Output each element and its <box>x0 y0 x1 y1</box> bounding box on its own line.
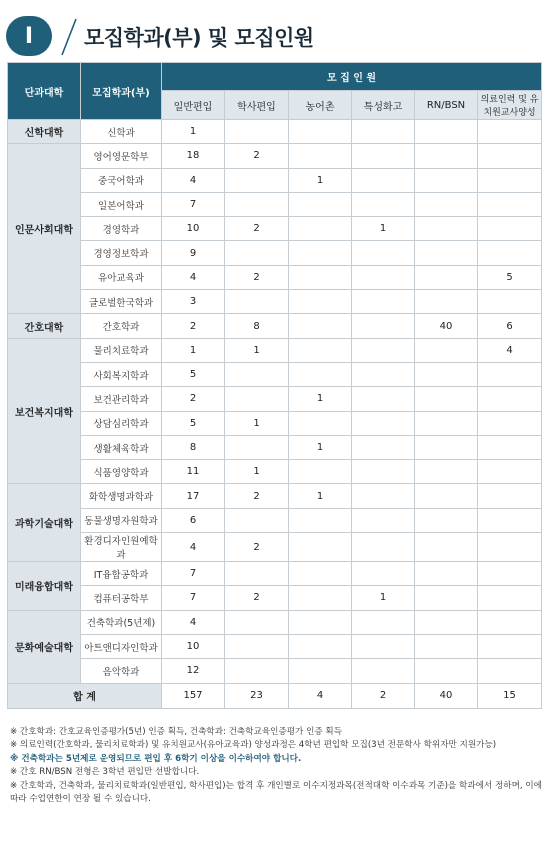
count-cell <box>225 610 289 634</box>
dept-cell: 생활체육학과 <box>81 435 162 459</box>
count-cell <box>225 659 289 683</box>
count-cell <box>352 314 415 338</box>
count-cell <box>352 411 415 435</box>
note-line: ※ 간호 RN/BSN 전형은 3학년 편입만 선발합니다. <box>10 767 200 778</box>
count-cell <box>415 387 478 411</box>
table-row <box>8 508 542 532</box>
count-cell <box>289 634 352 658</box>
dept-cell: IT융합공학과 <box>81 562 162 586</box>
count-cell <box>225 241 289 265</box>
count-cell: 4 <box>478 338 542 362</box>
count-cell <box>352 508 415 532</box>
count-cell: 1 <box>289 387 352 411</box>
dept-cell: 식품영양학과 <box>81 460 162 484</box>
count-cell: 1 <box>289 484 352 508</box>
dept-cell: 물리치료학과 <box>81 338 162 362</box>
count-cell <box>289 241 352 265</box>
count-cell <box>225 508 289 532</box>
count-cell: 8 <box>162 435 225 459</box>
count-cell: 1 <box>352 586 415 610</box>
count-cell <box>415 120 478 144</box>
count-cell: 1 <box>225 338 289 362</box>
count-cell: 4 <box>162 265 225 289</box>
count-cell: 4 <box>162 610 225 634</box>
count-cell: 7 <box>162 192 225 216</box>
count-cell <box>415 484 478 508</box>
count-cell <box>289 586 352 610</box>
count-cell <box>289 533 352 562</box>
count-cell <box>478 241 542 265</box>
count-cell <box>415 562 478 586</box>
count-cell <box>415 586 478 610</box>
count-cell <box>289 659 352 683</box>
count-cell <box>415 610 478 634</box>
count-cell <box>415 460 478 484</box>
slash-divider-icon <box>60 18 78 56</box>
count-cell <box>289 562 352 586</box>
table-row <box>8 411 542 435</box>
dept-cell: 아트앤디자인학과 <box>81 634 162 658</box>
table-row <box>8 484 542 508</box>
table-row <box>8 610 542 634</box>
count-cell <box>415 217 478 241</box>
dept-cell: 화학생명과학과 <box>81 484 162 508</box>
count-cell: 12 <box>162 659 225 683</box>
count-cell: 2 <box>225 586 289 610</box>
count-cell: 1 <box>225 411 289 435</box>
count-cell <box>415 508 478 532</box>
count-cell: 2 <box>225 144 289 168</box>
count-cell: 2 <box>225 217 289 241</box>
table-row <box>8 120 542 144</box>
count-cell <box>352 120 415 144</box>
count-cell <box>352 460 415 484</box>
count-cell <box>289 362 352 386</box>
count-cell: 1 <box>289 435 352 459</box>
note-line: ※ 간호학과: 간호교육인증평가(5년) 인증 획득, 건축학과: 건축학교육인증평가 인증 획득 <box>10 727 343 737</box>
college-cell: 보건복지대학 <box>8 338 81 484</box>
table-row <box>8 533 542 562</box>
dept-cell: 음악학과 <box>81 659 162 683</box>
count-cell <box>352 265 415 289</box>
count-cell <box>352 362 415 386</box>
count-cell: 1 <box>225 460 289 484</box>
count-cell <box>478 484 542 508</box>
count-cell <box>478 120 542 144</box>
count-cell <box>352 168 415 192</box>
count-cell: 2 <box>162 314 225 338</box>
count-cell: 4 <box>162 533 225 562</box>
count-cell <box>478 362 542 386</box>
count-cell <box>415 290 478 314</box>
count-cell: 11 <box>162 460 225 484</box>
table-row <box>8 290 542 314</box>
college-cell: 인문사회대학 <box>8 144 81 314</box>
dept-cell: 글로벌한국학과 <box>81 290 162 314</box>
section-number-badge: I <box>6 16 52 56</box>
college-cell: 문화예술대학 <box>8 610 81 683</box>
count-cell <box>415 144 478 168</box>
count-cell: 1 <box>162 338 225 362</box>
table-row <box>8 241 542 265</box>
count-cell: 9 <box>162 241 225 265</box>
table-row <box>8 586 542 610</box>
count-cell: 1 <box>352 217 415 241</box>
count-cell <box>225 562 289 586</box>
table-row <box>8 659 542 683</box>
dept-cell: 동물생명자원학과 <box>81 508 162 532</box>
count-cell <box>289 314 352 338</box>
count-cell <box>415 241 478 265</box>
college-cell: 과학기술대학 <box>8 484 81 562</box>
col-header-1: 학사편입 <box>225 91 289 120</box>
count-cell: 2 <box>225 484 289 508</box>
page-title: 모집학과(부) 및 모집인원 <box>84 26 314 50</box>
dept-cell: 경영정보학과 <box>81 241 162 265</box>
dept-cell: 상담심리학과 <box>81 411 162 435</box>
count-cell <box>415 533 478 562</box>
admissions-table <box>7 62 542 709</box>
col-header-4: RN/BSN <box>415 91 478 120</box>
count-cell <box>289 411 352 435</box>
total-cell: 157 <box>162 683 225 708</box>
table-row <box>8 265 542 289</box>
count-cell <box>478 659 542 683</box>
count-cell <box>478 610 542 634</box>
section-header <box>6 14 539 60</box>
table-row <box>8 435 542 459</box>
count-cell: 5 <box>478 265 542 289</box>
count-cell <box>289 508 352 532</box>
total-label: 합 계 <box>8 683 162 708</box>
table-row <box>8 144 542 168</box>
count-cell <box>225 120 289 144</box>
dept-cell: 영어영문학부 <box>81 144 162 168</box>
count-cell <box>415 634 478 658</box>
count-cell <box>352 241 415 265</box>
count-cell <box>415 265 478 289</box>
count-cell <box>415 659 478 683</box>
dept-cell: 간호학과 <box>81 314 162 338</box>
count-cell: 5 <box>162 362 225 386</box>
table-row <box>8 314 542 338</box>
col-header-group: 모 집 인 원 <box>162 63 542 91</box>
count-cell <box>225 290 289 314</box>
count-cell <box>415 192 478 216</box>
note-line: ※ 건축학과는 5년제로 운영되므로 편입 후 6학기 이상을 이수하여야 합니다. <box>10 753 302 764</box>
count-cell <box>289 217 352 241</box>
dept-cell: 건축학과(5년제) <box>81 610 162 634</box>
total-cell: 15 <box>478 683 542 708</box>
count-cell: 2 <box>162 387 225 411</box>
count-cell <box>478 435 542 459</box>
count-cell <box>478 460 542 484</box>
total-row <box>8 683 542 708</box>
count-cell <box>478 586 542 610</box>
count-cell <box>478 533 542 562</box>
count-cell: 1 <box>162 120 225 144</box>
count-cell <box>352 484 415 508</box>
count-cell <box>289 460 352 484</box>
count-cell: 5 <box>162 411 225 435</box>
note-line: ※ 간호학과, 건축학과, 물리치료학과(일반편입, 학사편입)는 합격 후 개인별로 이수지정과목(전적대학 이수과목 기준)을 학과에서 정하며, 이에 따라 수업연한이 연장 될 수 있습니다. <box>10 780 542 805</box>
dept-cell: 사회복지학과 <box>81 362 162 386</box>
total-cell: 40 <box>415 683 478 708</box>
count-cell <box>289 338 352 362</box>
count-cell <box>478 508 542 532</box>
count-cell <box>478 144 542 168</box>
count-cell: 7 <box>162 586 225 610</box>
count-cell: 17 <box>162 484 225 508</box>
count-cell <box>289 120 352 144</box>
table-row <box>8 168 542 192</box>
table-row <box>8 634 542 658</box>
count-cell <box>478 217 542 241</box>
col-header-dept: 모집학과(부) <box>81 63 162 120</box>
count-cell: 10 <box>162 217 225 241</box>
count-cell: 3 <box>162 290 225 314</box>
dept-cell: 중국어학과 <box>81 168 162 192</box>
count-cell <box>352 290 415 314</box>
count-cell <box>415 338 478 362</box>
dept-cell: 환경디자인원예학과 <box>81 533 162 562</box>
table-row <box>8 460 542 484</box>
dept-cell: 경영학과 <box>81 217 162 241</box>
count-cell: 7 <box>162 562 225 586</box>
college-cell: 신학대학 <box>8 120 81 144</box>
count-cell <box>352 192 415 216</box>
notes-section <box>10 726 542 806</box>
count-cell <box>478 192 542 216</box>
table-row <box>8 387 542 411</box>
count-cell: 6 <box>162 508 225 532</box>
count-cell <box>415 168 478 192</box>
college-cell: 미래융합대학 <box>8 562 81 611</box>
dept-cell: 신학과 <box>81 120 162 144</box>
count-cell <box>352 338 415 362</box>
count-cell <box>478 562 542 586</box>
count-cell: 6 <box>478 314 542 338</box>
table-row <box>8 562 542 586</box>
dept-cell: 컴퓨터공학부 <box>81 586 162 610</box>
count-cell <box>415 435 478 459</box>
count-cell <box>225 168 289 192</box>
count-cell: 2 <box>225 533 289 562</box>
count-cell <box>225 387 289 411</box>
count-cell <box>478 290 542 314</box>
count-cell <box>225 362 289 386</box>
count-cell <box>352 634 415 658</box>
count-cell <box>289 610 352 634</box>
count-cell: 4 <box>162 168 225 192</box>
count-cell: 18 <box>162 144 225 168</box>
table-row <box>8 362 542 386</box>
count-cell <box>478 387 542 411</box>
col-header-college: 단과대학 <box>8 63 81 120</box>
dept-cell: 일본어학과 <box>81 192 162 216</box>
college-cell: 간호대학 <box>8 314 81 338</box>
count-cell <box>352 659 415 683</box>
table-row <box>8 192 542 216</box>
col-header-0: 일반편입 <box>162 91 225 120</box>
table-row <box>8 217 542 241</box>
count-cell <box>415 362 478 386</box>
count-cell <box>352 144 415 168</box>
count-cell: 40 <box>415 314 478 338</box>
total-cell: 23 <box>225 683 289 708</box>
total-cell: 2 <box>352 683 415 708</box>
count-cell <box>352 435 415 459</box>
count-cell <box>289 144 352 168</box>
count-cell <box>352 562 415 586</box>
note-line: ※ 의료인력(간호학과, 물리치료학과) 및 유치원교사(유아교육과) 양성과정은 4학년 편입학 모집(3년 전문학사 학위자만 지원가능) <box>10 740 497 751</box>
count-cell <box>352 533 415 562</box>
count-cell <box>352 610 415 634</box>
count-cell <box>478 168 542 192</box>
count-cell: 1 <box>289 168 352 192</box>
dept-cell: 보건관리학과 <box>81 387 162 411</box>
count-cell: 2 <box>225 265 289 289</box>
count-cell <box>225 435 289 459</box>
total-cell: 4 <box>289 683 352 708</box>
count-cell <box>289 265 352 289</box>
count-cell <box>225 192 289 216</box>
count-cell <box>478 411 542 435</box>
count-cell: 8 <box>225 314 289 338</box>
count-cell <box>478 634 542 658</box>
col-header-3: 특성화고 <box>352 91 415 120</box>
col-header-2: 농어촌 <box>289 91 352 120</box>
count-cell <box>289 290 352 314</box>
count-cell <box>225 634 289 658</box>
table-row <box>8 338 542 362</box>
count-cell <box>289 192 352 216</box>
count-cell <box>415 411 478 435</box>
col-header-5: 의료인력 및 유치원교사양성 <box>478 91 542 120</box>
dept-cell: 유아교육과 <box>81 265 162 289</box>
count-cell: 10 <box>162 634 225 658</box>
count-cell <box>352 387 415 411</box>
